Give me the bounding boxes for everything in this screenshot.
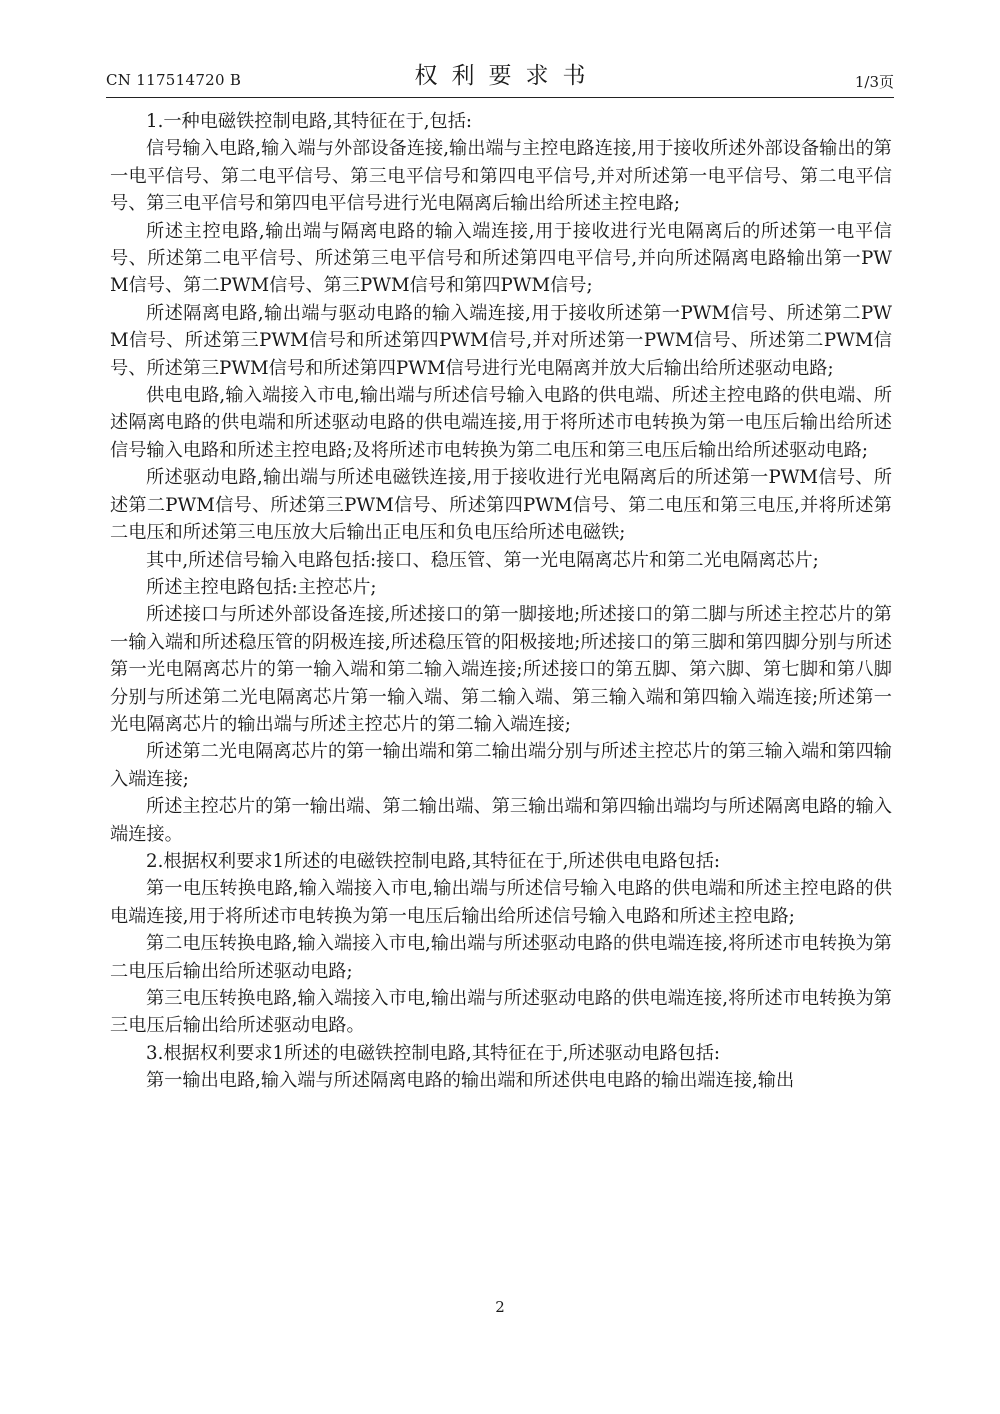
page-header xyxy=(106,55,894,95)
claim-paragraph: 所述第二光电隔离芯片的第一输出端和第二输出端分别与所述主控芯片的第三输入端和第四输入端连接; xyxy=(110,741,892,790)
claim-paragraph: 所述主控电路包括:主控芯片; xyxy=(146,576,377,598)
page-number: 2 xyxy=(495,1298,505,1316)
claim-paragraph: 1.一种电磁铁控制电路,其特征在于,包括: xyxy=(146,111,473,132)
claim-paragraph: 第一输出电路,输入端与所述隔离电路的输出端和所述供电电路的输出端连接,输出 xyxy=(146,1070,795,1092)
claim-paragraph: 所述隔离电路,输出端与驱动电路的输入端连接,用于接收所述第一PWM信号、所述第二PWM信号、所述第三PWM信号和所述第四PWM信号,并对所述第一PWM信号、所述第二PWM信号、所述第三PWM信号和所述第四PWM信号进行光电隔离并放大后输出给所述驱动电路; xyxy=(110,302,892,379)
header-rule xyxy=(106,97,894,98)
claims-body xyxy=(110,108,892,1095)
claim-paragraph: 所述主控芯片的第一输出端、第二输出端、第三输出端和第四输出端均与所述隔离电路的输入端连接。 xyxy=(110,796,892,845)
patent-number: CN 117514720 B xyxy=(106,71,242,89)
claim-paragraph: 第一电压转换电路,输入端接入市电,输出端与所述信号输入电路的供电端和所述主控电路的供电端连接,用于将所述市电转换为第一电压后输出给所述信号输入电路和所述主控电路; xyxy=(110,878,892,927)
document-title: 权利要求书 xyxy=(414,63,600,89)
claim-paragraph: 供电电路,输入端接入市电,输出端与所述信号输入电路的供电端、所述主控电路的供电端、所述隔离电路的供电端和所述驱动电路的供电端连接,用于将所述市电转换为第一电压后输出给所述信号输入电路和所述主控电路;及将所述市电转换为第二电压和第三电压后输出给所述驱动电路; xyxy=(110,385,892,461)
claim-paragraph: 信号输入电路,输入端与外部设备连接,输出端与主控电路连接,用于接收所述外部设备输出的第一电平信号、第二电平信号、第三电平信号和第四电平信号,并对所述第一电平信号、第二电平信号、第三电平信号和第四电平信号进行光电隔离后输出给所述主控电路; xyxy=(110,138,892,215)
page-indicator: 1/3页 xyxy=(854,73,894,91)
claim-paragraph: 其中,所述信号输入电路包括:接口、稳压管、第一光电隔离芯片和第二光电隔离芯片; xyxy=(146,549,819,571)
claim-paragraph: 所述接口与所述外部设备连接,所述接口的第一脚接地;所述接口的第二脚与所述主控芯片的第一输入端和所述稳压管的阴极连接,所述稳压管的阳极接地;所述接口的第三脚和第四脚分别与所述第一光电隔离芯片的第一输入端和第二输入端连接;所述接口的第五脚、第六脚、第七脚和第八脚分别与所述第二光电隔离芯片第一输入端、第二输入端、第三输入端和第四输入端连接;所述第一光电隔离芯片的输出端与所述主控芯片的第二输入端连接; xyxy=(110,604,892,735)
claim-paragraph: 2.根据权利要求1所述的电磁铁控制电路,其特征在于,所述供电电路包括: xyxy=(146,850,721,872)
claim-paragraph: 第三电压转换电路,输入端接入市电,输出端与所述驱动电路的供电端连接,将所述市电转换为第三电压后输出给所述驱动电路。 xyxy=(110,988,892,1037)
claim-paragraph: 第二电压转换电路,输入端接入市电,输出端与所述驱动电路的供电端连接,将所述市电转换为第二电压后输出给所述驱动电路; xyxy=(110,933,892,982)
claim-paragraph: 所述驱动电路,输出端与所述电磁铁连接,用于接收进行光电隔离后的所述第一PWM信号、所述第二PWM信号、所述第三PWM信号、所述第四PWM信号、第二电压和第三电压,并将所述第二电压和所述第三电压放大后输出正电压和负电压给所述电磁铁; xyxy=(110,467,892,544)
claim-paragraph: 所述主控电路,输出端与隔离电路的输入端连接,用于接收进行光电隔离后的所述第一电平信号、所述第二电平信号、所述第三电平信号和所述第四电平信号,并向所述隔离电路输出第一PWM信号、第二PWM信号、第三PWM信号和第四PWM信号; xyxy=(110,220,892,297)
claim-paragraph: 3.根据权利要求1所述的电磁铁控制电路,其特征在于,所述驱动电路包括: xyxy=(146,1042,721,1064)
